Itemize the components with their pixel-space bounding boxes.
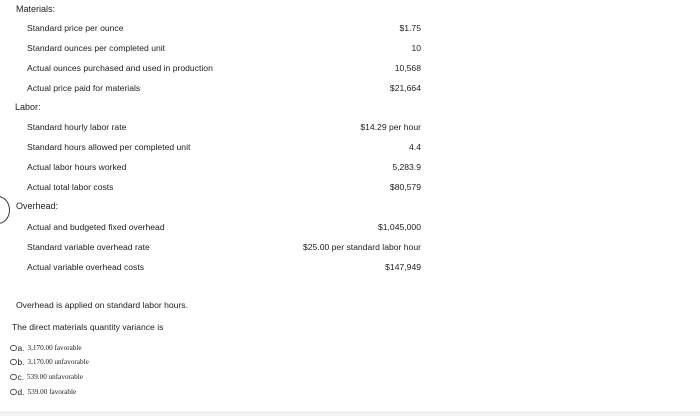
overhead-row-label: Actual variable overhead costs xyxy=(27,262,145,272)
bracket-arc xyxy=(0,196,10,224)
option-text: 539.00 unfavorable xyxy=(27,373,83,381)
overhead-row-value: $1,045,000 xyxy=(377,222,421,232)
option-letter: c. xyxy=(17,372,25,382)
overhead-row-value: $25.00 per standard labor hour xyxy=(302,242,421,252)
overhead-row-label: Actual and budgeted fixed overhead xyxy=(27,222,165,232)
option-text: 3,170.00 unfavorable xyxy=(27,358,89,366)
materials-row-label: Actual ounces purchased and used in production xyxy=(27,63,213,73)
labor-row-label: Standard hours allowed per completed unit xyxy=(27,142,191,152)
labor-row-label: Standard hourly labor rate xyxy=(27,122,127,132)
option-letter: a. xyxy=(17,343,25,353)
radio-button[interactable] xyxy=(10,345,17,352)
labor-row-value: 5,283.9 xyxy=(392,162,421,172)
materials-row-value: $1.75 xyxy=(399,23,421,33)
materials-row-label: Actual price paid for materials xyxy=(27,83,141,93)
question-text: The direct materials quantity variance is xyxy=(12,322,164,332)
answer-option[interactable] xyxy=(10,387,76,397)
answer-option[interactable] xyxy=(10,372,83,382)
materials-row-label: Standard price per ounce xyxy=(27,23,124,33)
option-letter: d. xyxy=(17,387,25,397)
materials-row-label: Standard ounces per completed unit xyxy=(27,43,166,53)
materials-heading: Materials: xyxy=(16,4,56,14)
overhead-row-label: Standard variable overhead rate xyxy=(27,242,150,252)
overhead-note: Overhead is applied on standard labor hours. xyxy=(16,300,188,310)
labor-row-label: Actual total labor costs xyxy=(27,182,114,192)
labor-row-value: $14.29 per hour xyxy=(360,122,421,132)
radio-button[interactable] xyxy=(10,389,17,396)
bottom-edge xyxy=(0,411,700,416)
overhead-row-value: $147,949 xyxy=(385,262,421,272)
answer-option[interactable] xyxy=(10,343,82,353)
materials-row-value: 10,568 xyxy=(394,63,421,73)
labor-row-label: Actual labor hours worked xyxy=(27,162,127,172)
labor-row-value: $80,579 xyxy=(389,182,421,192)
materials-row-value: 10 xyxy=(411,43,421,53)
answer-option[interactable] xyxy=(10,357,89,367)
radio-button[interactable] xyxy=(10,374,17,381)
option-letter: b. xyxy=(17,357,25,367)
labor-heading: Labor: xyxy=(15,102,41,112)
radio-button[interactable] xyxy=(10,359,17,366)
overhead-heading: Overhead: xyxy=(16,201,59,211)
option-text: 3,170.00 favorable xyxy=(27,344,82,352)
materials-row-value: $21,664 xyxy=(389,83,421,93)
labor-row-value: 4.4 xyxy=(409,142,421,152)
option-text: 539.00 favorable xyxy=(27,388,77,396)
